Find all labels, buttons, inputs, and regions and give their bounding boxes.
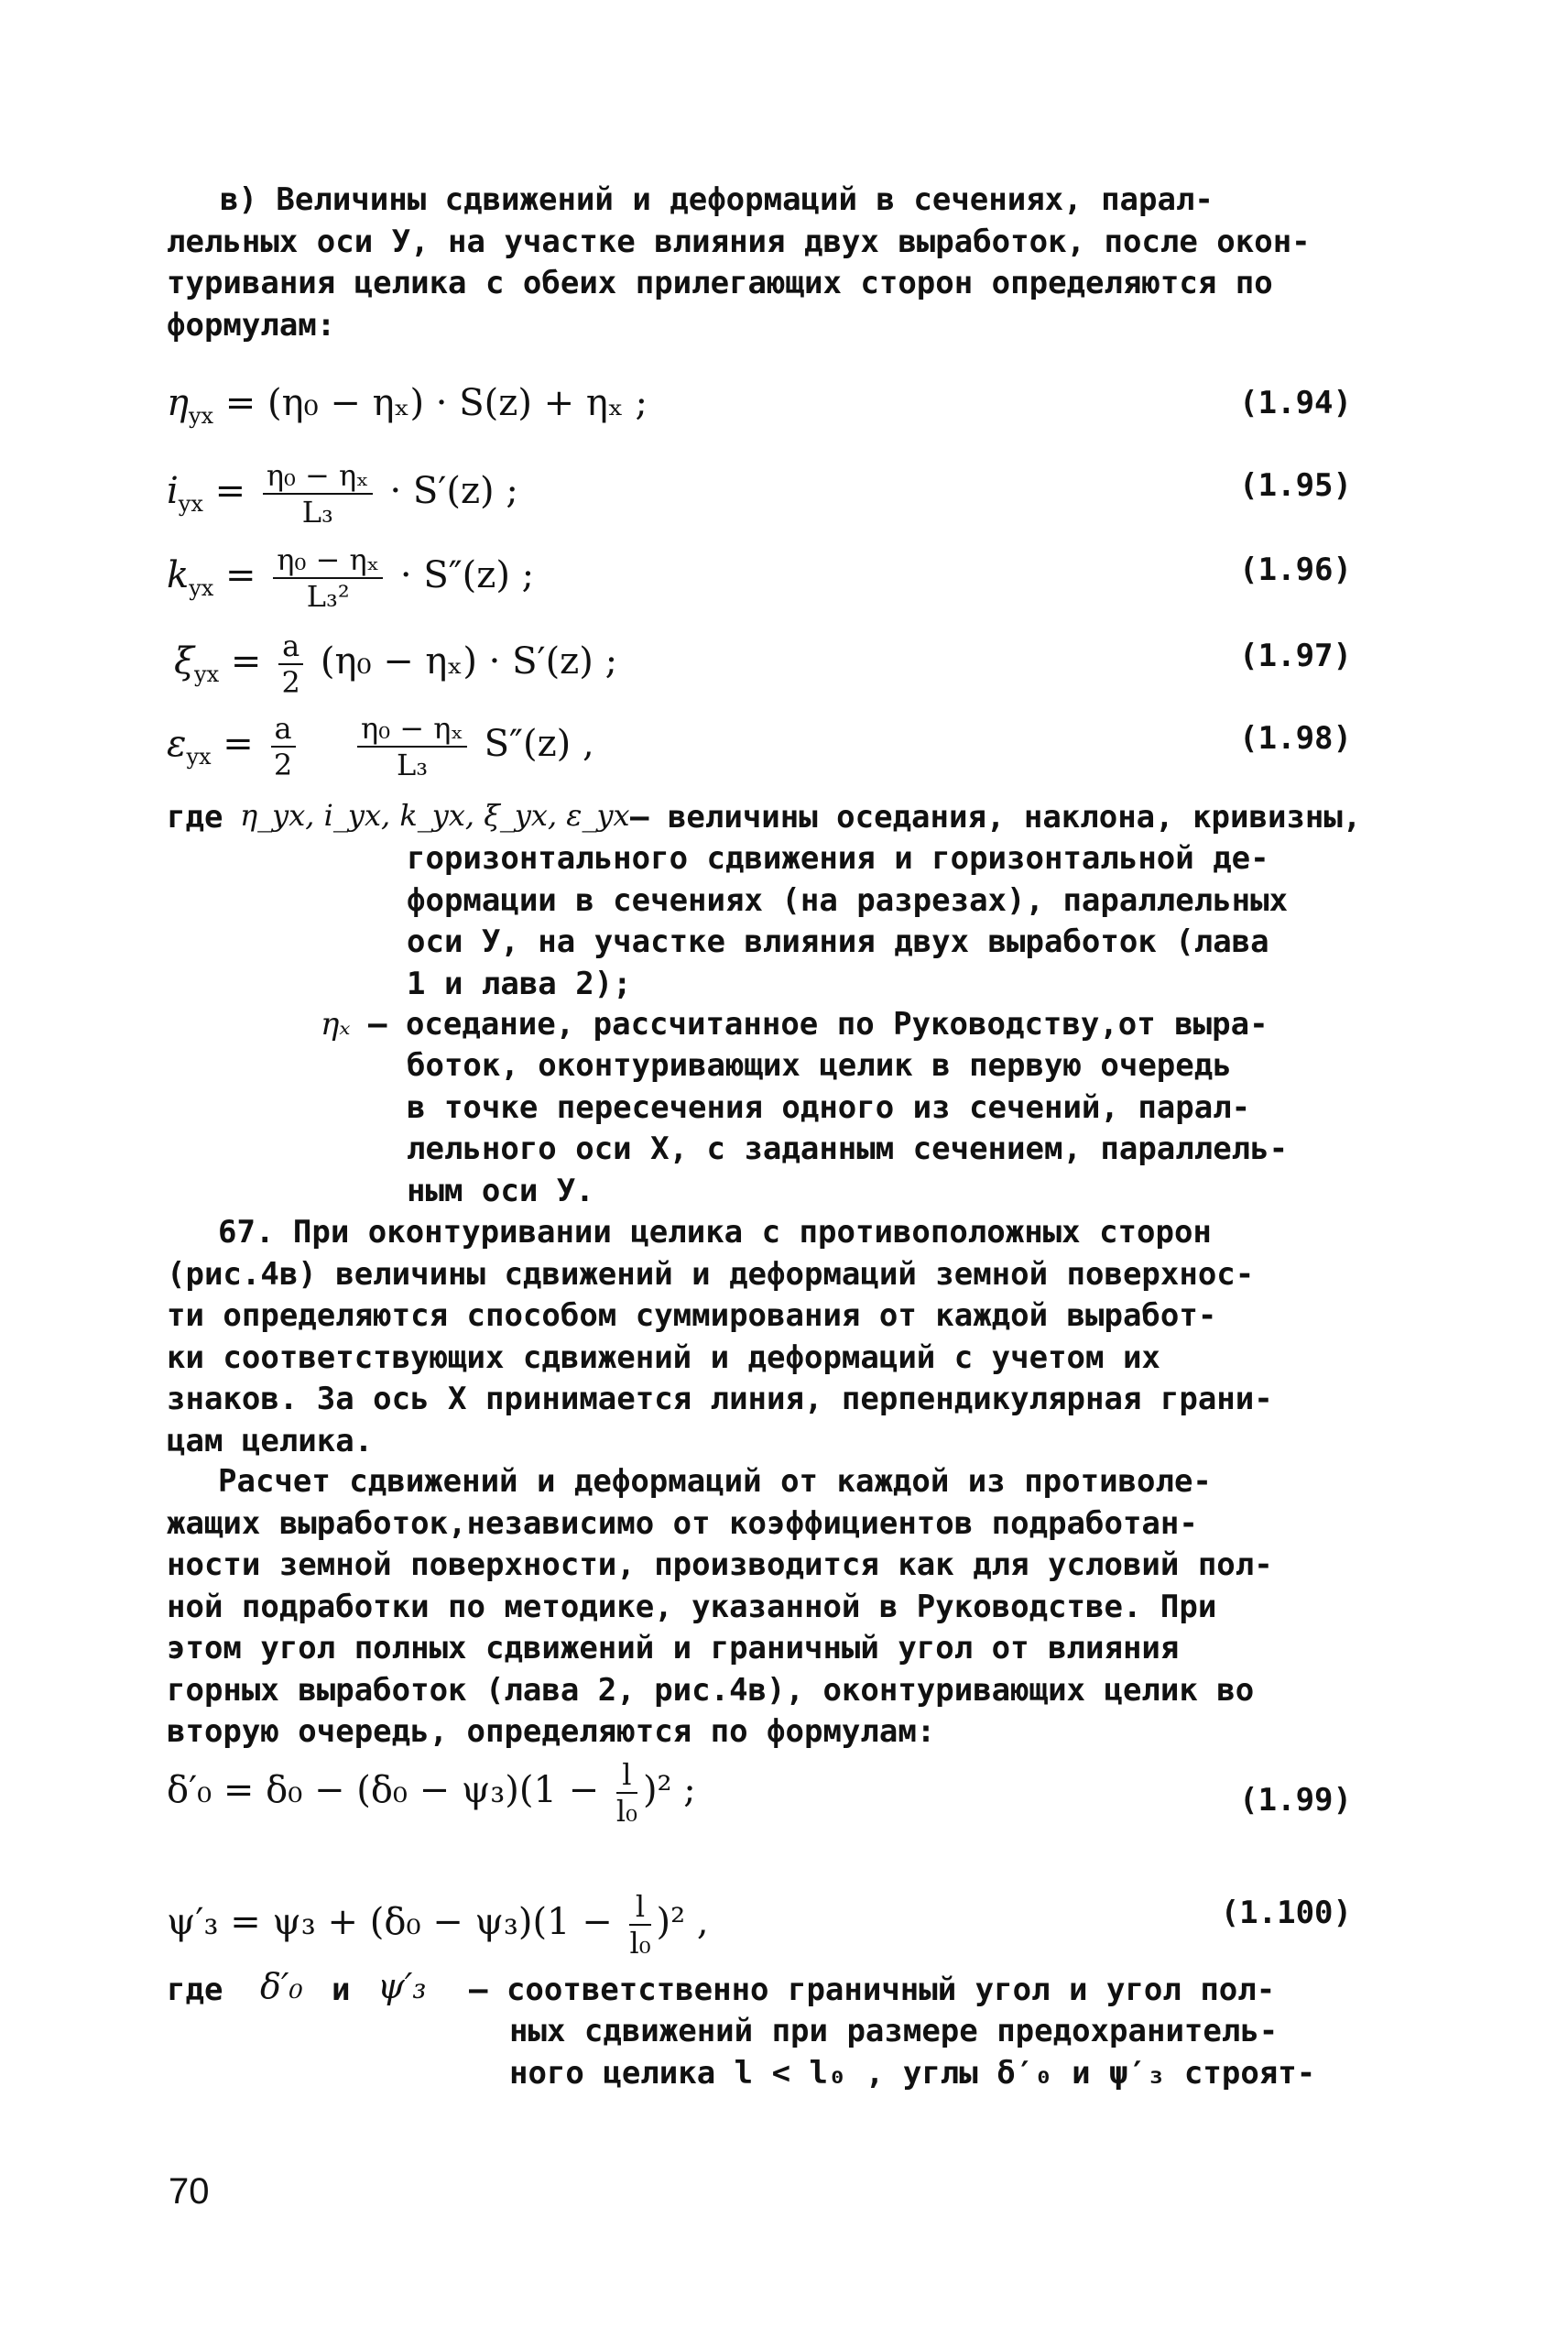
text-line: цам целика. (167, 1422, 374, 1459)
text-line: боток, оконтуривающих целик в первую очередь (407, 1047, 1232, 1084)
text-line: 67. При оконтуривании целика с противоположных сторон (218, 1214, 1212, 1251)
where-symbols: η_yx, i_yx, k_yx, ξ_yx, ε_yx (240, 798, 630, 833)
formula-subscript: yx (194, 661, 220, 687)
formula-1-97: $\xi_{yx}$ = $\frac{a}{2}$ (η₀ − ηₓ) · S′(z) ; (174, 628, 618, 700)
equation-number: (1.97) (1239, 638, 1352, 674)
text-line: Расчет сдвижений и деформаций от каждой из противоле- (218, 1463, 1212, 1500)
formula-symbol: k (167, 554, 190, 596)
page-number: 70 (169, 2171, 210, 2212)
formula-symbol: η (167, 382, 189, 424)
formula-1-98: $\varepsilon_{yx}$ = $\frac{a}{2}$ $\frac{\text{η₀ − ηₓ}}{\text{L₃}}$ S″(z) , (167, 711, 594, 782)
fraction-denominator: L₃² (306, 579, 350, 614)
where-definition-2 (368, 1004, 1269, 1046)
fraction (271, 711, 296, 782)
where-definition-3 (469, 1970, 1275, 2012)
where-symbol-delta: δ′₀ (260, 1966, 303, 2006)
where-prefix: где (167, 799, 223, 836)
text-line: – величины оседания, наклона, кривизны, (630, 799, 1362, 836)
fraction-denominator: l₀ (629, 1926, 651, 1961)
where-definition-1 (630, 797, 1427, 839)
formula-1-96: $k_{yx}$ = $\frac{\text{η₀ − ηₓ}}{\text{L₃²}}$ · S″(z) ; (167, 542, 535, 614)
formula-tail: )² , (656, 1901, 709, 1943)
text-line: туривания целика с обеих прилегающих сторон определяются по (167, 265, 1273, 301)
text-line: знаков. За ось Х принимается линия, перпендикулярная грани- (167, 1381, 1273, 1417)
where-definition-3-cont (509, 2011, 1315, 2094)
fraction-numerator: a (278, 628, 303, 665)
formula-rhs: · S″(z) ; (399, 554, 535, 596)
formula-subscript: yx (178, 491, 203, 517)
text-line: – оседание, рассчитанное по Руководству,от выра- (368, 1006, 1269, 1043)
fraction (357, 711, 467, 782)
formula-symbol: ε (167, 723, 187, 765)
where-symbol-psi: ψ′₃ (377, 1966, 427, 2006)
fraction-numerator: a (271, 711, 296, 748)
equation-number: (1.100) (1220, 1895, 1352, 1931)
fraction (273, 542, 383, 614)
fraction-numerator: l (616, 1757, 637, 1794)
formula-subscript: yx (186, 744, 212, 770)
paragraph-calculation (167, 1461, 1440, 1753)
fraction-numerator: η₀ − ηₓ (273, 542, 383, 579)
text-line: (рис.4в) величины сдвижений и деформаций земной поверхнос- (167, 1255, 1255, 1293)
fraction (263, 458, 373, 530)
paragraph-b (167, 180, 1440, 346)
text-line: ности земной поверхности, производится как для условий пол- (167, 1546, 1273, 1583)
text-line: формулам: (167, 306, 336, 344)
text-line: горизонтального сдвижения и горизонтальной де- (407, 840, 1269, 877)
where-definition-2-cont (407, 1045, 1288, 1212)
text-line: лельного оси Х, с заданным сечением, параллель- (407, 1131, 1289, 1167)
fraction-denominator: L₃ (301, 495, 333, 530)
fraction-numerator: l (629, 1889, 650, 1926)
text-line: горных выработок (лава 2, рис.4в), оконтуривающих целик во (167, 1671, 1255, 1709)
formula-lhs: ψ′₃ = ψ₃ + (δ₀ − ψ₃)(1 − (167, 1901, 625, 1943)
text-line: ным оси У. (407, 1172, 594, 1209)
text-line: этом угол полных сдвижений и граничный угол от влияния (167, 1630, 1180, 1666)
where-and: и (332, 1972, 351, 2008)
text-line: ной подработки по методике, указанной в Руководстве. При (167, 1588, 1217, 1625)
equation-number: (1.96) (1239, 552, 1352, 588)
formula-symbol: i (167, 470, 179, 512)
paragraph-67 (167, 1212, 1440, 1462)
formula-1-100 (167, 1889, 709, 1961)
text-line: ки соответствующих сдвижений и деформаций с учетом их (167, 1338, 1160, 1376)
fraction (278, 628, 303, 700)
text-line: жащих выработок,независимо от коэффициентов подработан- (167, 1504, 1198, 1542)
formula-rhs: S″(z) , (484, 723, 594, 765)
fraction-denominator: L₃ (396, 748, 429, 782)
fraction (629, 1889, 650, 1961)
text-line: вторую очередь, определяются по формулам: (167, 1713, 936, 1750)
where-symbol-eta-x: ηₓ (321, 1006, 351, 1043)
formula-rhs: · S′(z) ; (389, 470, 518, 512)
fraction-numerator: η₀ − ηₓ (263, 458, 373, 495)
text-line: ти определяются способом суммирования от каждой выработ- (167, 1297, 1217, 1334)
formula-1-95: $i_{yx}$ = $\frac{\text{η₀ − ηₓ}}{\text{L₃}}$ · S′(z) ; (167, 458, 518, 530)
text-line: в) Величины сдвижений и деформаций в сечениях, парал- (220, 181, 1214, 218)
text-line: оси У, на участке влияния двух выработок (лава (407, 923, 1269, 960)
where-definition-1-cont (407, 838, 1288, 1005)
formula-subscript: yx (188, 403, 214, 429)
equation-number: (1.99) (1239, 1782, 1352, 1819)
formula-tail: )² ; (642, 1769, 696, 1811)
where-prefix: где (167, 1972, 223, 2008)
fraction-denominator: 2 (281, 665, 300, 700)
formula-1-94 (167, 376, 648, 431)
formula-1-99 (167, 1757, 696, 1829)
equation-number: (1.94) (1239, 385, 1352, 421)
text-line: – соответственно граничный угол и угол пол- (469, 1972, 1276, 2008)
text-line: 1 и лава 2); (407, 965, 632, 1002)
fraction-denominator: l₀ (615, 1794, 637, 1829)
fraction-denominator: 2 (273, 748, 293, 782)
text-line: ных сдвижений при размере предохранитель- (509, 2013, 1279, 2049)
formula-symbol: ξ (174, 640, 195, 683)
fraction-numerator: η₀ − ηₓ (357, 711, 467, 748)
formula-lhs: δ′₀ = δ₀ − (δ₀ − ψ₃)(1 − (167, 1769, 611, 1811)
text-line: лельных оси У, на участке влияния двух выработок, после окон- (167, 223, 1311, 260)
text-line: формации в сечениях (на разрезах), параллельных (407, 881, 1289, 919)
text-line: ного целика l < l₀ , углы δ′₀ и ψ′₃ строят- (509, 2054, 1316, 2092)
text-line: в точке пересечения одного из сечений, парал- (407, 1088, 1251, 1126)
formula-rhs: (η₀ − ηₓ) · S′(z) ; (320, 640, 618, 683)
formula-subscript: yx (189, 575, 214, 601)
equation-number: (1.98) (1239, 720, 1352, 757)
equation-number: (1.95) (1239, 467, 1352, 504)
fraction (616, 1757, 637, 1829)
formula-rhs: = (η₀ − ηₓ) · S(z) + ηₓ ; (224, 382, 648, 424)
